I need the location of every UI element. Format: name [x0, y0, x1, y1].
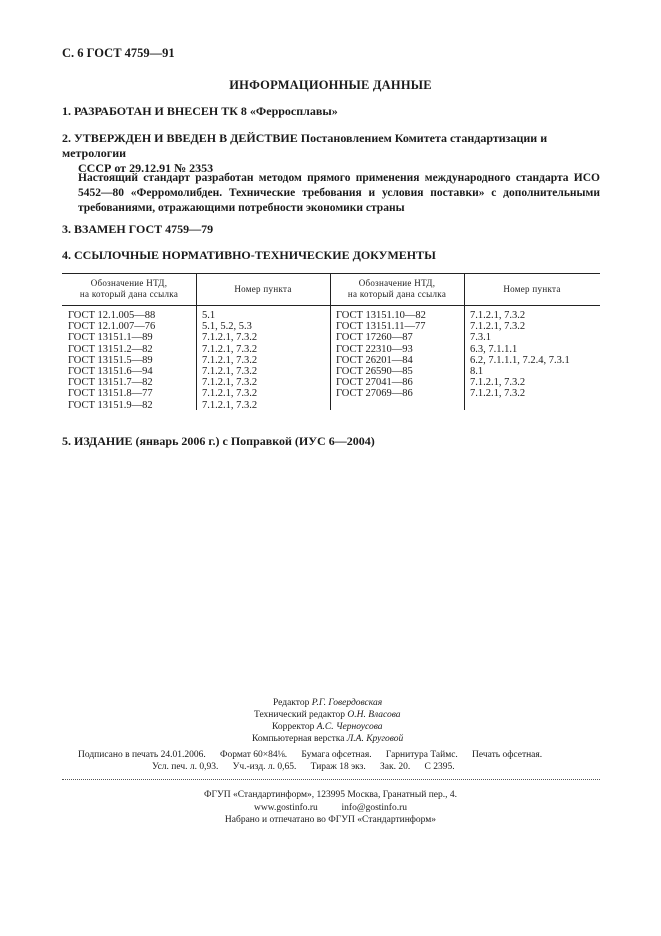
left-docs-column: [68, 310, 155, 411]
table-cell: ГОСТ 26201—84: [336, 354, 413, 366]
table-cell: 6.3, 7.1.1.1: [470, 343, 518, 355]
table-cell: 7.1.2.1, 7.3.2: [202, 377, 258, 389]
section-number: 4.: [62, 248, 71, 262]
table-cell: 7.1.2.1, 7.3.2: [470, 388, 526, 400]
table-cell: ГОСТ 13151.6—94: [68, 366, 153, 378]
table-cell: 6.2, 7.1.1.1, 7.2.4, 7.3.1: [470, 354, 570, 366]
section-text: ИЗДАНИЕ (январь 2006 г.) с Поправкой (ИУС 6—2004): [74, 434, 375, 448]
table-cell: 7.1.2.1, 7.3.2: [202, 388, 258, 400]
credit-layout: Компьютерная верстка Л.А. Круговой: [252, 734, 404, 744]
section-3: [62, 222, 602, 237]
table-cell: ГОСТ 13151.7—82: [68, 377, 153, 389]
table-cell: ГОСТ 13151.9—82: [68, 399, 153, 411]
section-number: 2.: [62, 131, 71, 145]
publisher-printed: Набрано и отпечатано во ФГУП «Стандартинформ»: [224, 815, 437, 825]
section-number: 3.: [62, 222, 71, 236]
table-cell: ГОСТ 22310—93: [336, 343, 413, 355]
table-cell: ГОСТ 13151.2—82: [68, 343, 153, 355]
table-cell: ГОСТ 13151.1—89: [68, 332, 153, 344]
right-docs-column: [336, 310, 426, 400]
section-text-line1: УТВЕРЖДЕН И ВВЕДЕН В ДЕЙСТВИЕ Постановлением Комитета стандартизации и метрологии: [62, 131, 548, 160]
table-cell: ГОСТ 13151.8—77: [68, 388, 153, 400]
section-2: [62, 131, 602, 176]
table-cell: 5.1, 5.2, 5.3: [202, 321, 252, 333]
section-text: ССЫЛОЧНЫЕ НОРМАТИВНО-ТЕХНИЧЕСКИЕ ДОКУМЕНТЫ: [74, 248, 436, 262]
table-cell: 7.1.2.1, 7.3.2: [202, 343, 258, 355]
table-header-divider: [62, 305, 600, 306]
separator-line: [62, 779, 600, 780]
table-cell: 5.1: [202, 310, 216, 321]
print-info-line1: Подписано в печать 24.01.2006. Формат 60×84⅛. Бумага офсетная. Гарнитура Таймс. Печать офсетная.: [78, 750, 543, 760]
section-text-line2: СССР от 29.12.91 № 2353: [78, 161, 214, 175]
left-items-column: [202, 310, 257, 411]
header-doc-right: Обозначение НТД, на который дана ссылка: [347, 278, 447, 299]
credit-editor: Редактор Р.Г. Говердовская: [273, 698, 383, 708]
section-text: РАЗРАБОТАН И ВНЕСЕН ТК 8 «Ферросплавы»: [74, 104, 338, 118]
section-4: [62, 248, 602, 263]
header-item-left: Номер пункта: [234, 284, 292, 294]
table-cell: 7.1.2.1, 7.3.2: [470, 377, 526, 389]
section-1: [62, 104, 602, 119]
table-cell: ГОСТ 27041—86: [336, 377, 413, 389]
section-text: ВЗАМЕН ГОСТ 4759—79: [74, 222, 214, 236]
table-cell: ГОСТ 13151.10—82: [336, 310, 426, 321]
table-cell: 7.1.2.1, 7.3.2: [202, 399, 258, 411]
table-cell: ГОСТ 13151.5—89: [68, 354, 153, 366]
publisher-address: ФГУП «Стандартинформ», 123995 Москва, Гранатный пер., 4.: [203, 790, 458, 800]
publisher-block: [0, 789, 661, 827]
table-cell: 7.1.2.1, 7.3.2: [202, 354, 258, 366]
table-cell: ГОСТ 26590—85: [336, 366, 413, 378]
table-cell: 7.1.2.1, 7.3.2: [202, 366, 258, 378]
reference-table: [62, 273, 600, 410]
table-cell: 7.3.1: [470, 332, 491, 344]
table-cell: ГОСТ 13151.11—77: [336, 321, 426, 333]
section-number: 1.: [62, 104, 71, 118]
section-number: 5.: [62, 434, 71, 448]
publisher-web: www.gostinfo.ru info@gostinfo.ru: [254, 802, 407, 813]
table-cell: 7.1.2.1, 7.3.2: [470, 310, 526, 321]
table-cell: 7.1.2.1, 7.3.2: [470, 321, 526, 333]
header-doc-left: Обозначение НТД, на который дана ссылка: [79, 278, 179, 299]
print-info-line2: Усл. печ. л. 0,93. Уч.-изд. л. 0,65. Тираж 18 экз. Зак. 20. С 2395.: [152, 762, 455, 772]
credit-tech-editor: Технический редактор О.Н. Власова: [254, 710, 401, 720]
document-title: ИНФОРМАЦИОННЫЕ ДАННЫЕ: [229, 78, 432, 92]
credit-corrector: Корректор А.С. Черноусова: [272, 722, 383, 732]
table-cell: ГОСТ 12.1.005—88: [68, 310, 156, 321]
table-cell: ГОСТ 17260—87: [336, 332, 413, 344]
section-5: [62, 434, 602, 449]
right-items-column: [470, 310, 570, 400]
table-cell: 8.1: [470, 366, 484, 378]
table-cell: ГОСТ 12.1.007—76: [68, 321, 156, 333]
header-item-right: Номер пункта: [503, 284, 561, 294]
page-header: С. 6 ГОСТ 4759—91: [62, 46, 175, 60]
table-cell: ГОСТ 27069—86: [336, 388, 413, 400]
table-cell: 7.1.2.1, 7.3.2: [202, 332, 258, 344]
section-2-paragraph: Настоящий стандарт разработан методом прямого применения международного стандарта ИСО 5452—80 «Ферромолибден. Технические требования и условия поставки» с дополнительными требованиями, отражающими потребности экономики страны: [78, 172, 600, 214]
